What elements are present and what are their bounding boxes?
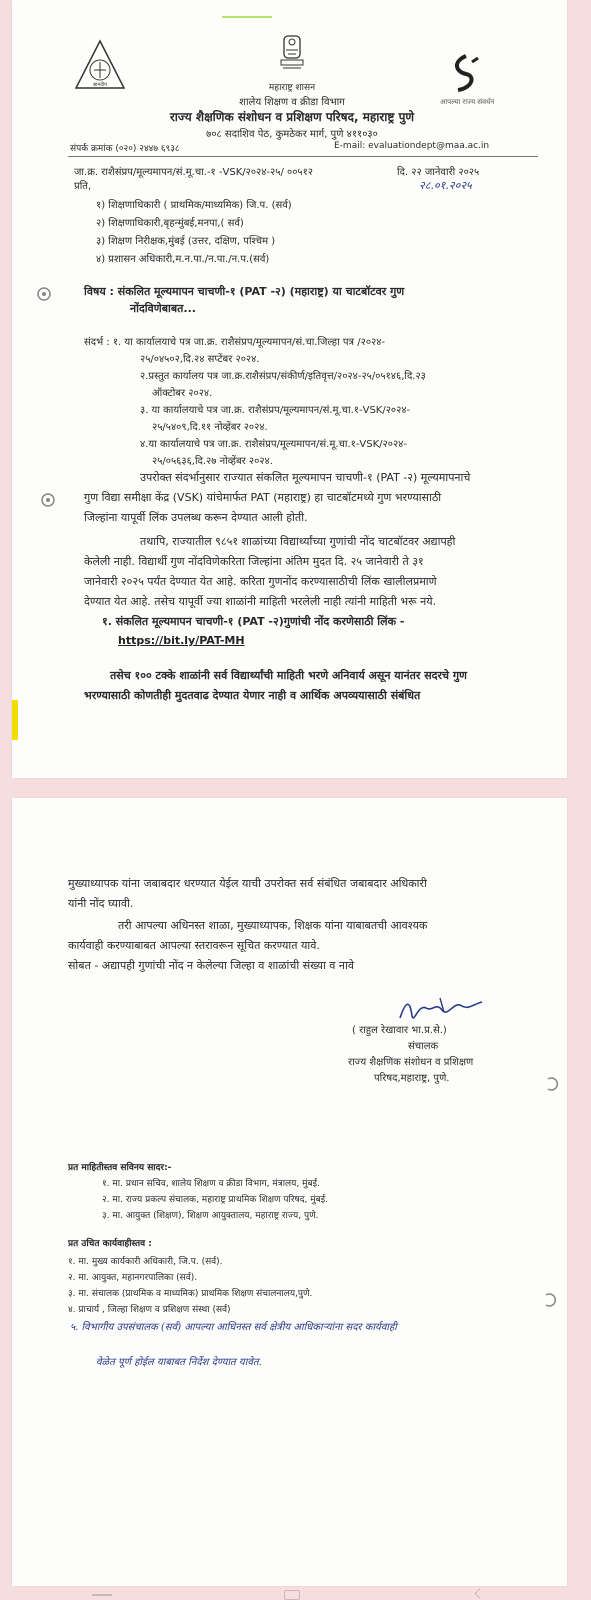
reference-line: ऑक्टोबर २०२४.	[152, 388, 213, 399]
reference-line: २५/५४०९,दि.११ नोव्हेंबर २०२४.	[152, 422, 268, 433]
reference-line: संदर्भ : १. या कार्यालयाचे पत्र जा.क्र. राशैसंप्रप/मूल्यमापन/सं.चा.जिल्हा पत्र /२०२४-	[84, 337, 386, 348]
copies-action-item: १. मा. मुख्य कार्यकारी अधिकारी, जि.प. (सर्व).	[68, 1257, 223, 1267]
punch-hole-icon	[36, 286, 52, 302]
punch-hole-icon	[544, 1076, 560, 1092]
state-name: महाराष्ट्र शासन	[268, 83, 316, 93]
recipient-item: ४) प्रशासन अधिकारी,म.न.पा./न.पा./न.प.(सर्व)	[96, 254, 270, 265]
to-label: प्रति,	[74, 181, 92, 192]
reference-line: २५/०४५०२,दि.२४ सप्टेंबर २०२४.	[140, 354, 260, 365]
right-emblem-icon	[442, 52, 486, 96]
pat-link[interactable]: https://bit.ly/PAT-MH	[118, 634, 245, 647]
punch-hole-icon	[40, 492, 56, 508]
handwritten-note: वेळेत पूर्ण होईल याबाबत निर्देश देण्यात यावेत.	[96, 1357, 262, 1368]
copies-action-heading: प्रत उचित कार्यवाहीस्तव :	[68, 1239, 152, 1249]
signatory-name: ( राहुल रेखावार भा.प्र.से.)	[352, 1025, 447, 1036]
letter-page-1	[12, 0, 567, 778]
header-divider	[68, 156, 538, 157]
copies-info-item: ३. मा. आयुक्त (शिक्षण), शिक्षण आयुक्तालय, महाराष्ट्र राज्य, पुणे.	[102, 1211, 319, 1221]
body-paragraph-line: तथापि, राज्यातील ९८५१ शाळांच्या विद्यार्थ्यांच्या गुणांची नोंद चाटबॉटवर अद्यापही	[140, 535, 456, 548]
right-logo-caption: आपल्या राज्य संवर्धन	[440, 98, 495, 106]
scert-logo-icon	[72, 38, 128, 94]
body-paragraph-line: जानेवारी २०२५ पर्यंत देण्यात येत आहे. करिता गुणनोंद करण्यासाठीची लिंक खालीलप्रमाणे	[84, 575, 437, 588]
signatory-org: परिषद,महाराष्ट्र, पुणे.	[374, 1073, 450, 1084]
national-emblem-icon	[275, 30, 309, 74]
nav-back-button[interactable]	[475, 1589, 485, 1599]
subject-line: विषय : संकलित मूल्यमापन चाचणी-१ (PAT -२) (महाराष्ट्र) या चाटबॉटवर गुण	[84, 285, 405, 298]
letter-date: दि. २२ जानेवारी २०२५	[397, 167, 480, 178]
copies-info-heading: प्रत माहितीस्तव सविनय सादर:-	[68, 1163, 172, 1173]
recipient-item: ३) शिक्षण निरीक्षक,मुंबई (उत्तर, दक्षिण, पश्चिम )	[96, 236, 276, 247]
yellow-highlight-marker	[12, 700, 18, 740]
copies-action-item: ३. मा. संचालक (प्राथमिक व माध्यमिक) प्राथमिक शिक्षण संचालनालय,पुणे.	[68, 1289, 313, 1299]
organization-address: ७०८ सदाशिव पेठ, कुमठेकर मार्ग, पुणे ४११०३०	[206, 129, 378, 140]
copies-action-item: ४. प्राचार्य , जिल्हा शिक्षण व प्रशिक्षण संस्था (सर्व)	[68, 1305, 231, 1315]
nav-home-button[interactable]	[284, 1590, 300, 1600]
department-name: शालेय शिक्षण व क्रीडा विभाग	[239, 97, 345, 108]
body-paragraph-line: उपरोक्त संदर्भानुसार राज्यात संकलित मूल्यमापन चाचणी-१ (PAT -२) मूल्यमापनाचे	[140, 471, 471, 484]
system-nav-bar	[0, 1588, 591, 1600]
letter-page-2	[12, 798, 567, 1586]
body-paragraph-line: देण्यात येत आहे. तसेच यापूर्वी ज्या शाळांनी माहिती भरलेली नाही त्यांनी माहिती भरू नये.	[84, 595, 437, 608]
contact-phone: संपर्क क्रमांक (०२०) २४४७ ६९३८	[70, 144, 180, 154]
handwritten-date: २८.०१.२०२५	[419, 179, 472, 192]
contact-email: E-mail: evaluationdept@maa.ac.in	[334, 141, 490, 151]
body-paragraph-line: जिल्हांना यापूर्वी लिंक उपलब्ध करून देण्यात आली होती.	[84, 511, 308, 524]
body-paragraph-line: तरी आपल्या अधिनस्त शाळा, मुख्याध्यापक, शिक्षक यांना याबाबतची आवश्यक	[118, 919, 428, 932]
body-paragraph-line: मुख्याध्यापक यांना जबाबदार धरण्यात येईल याची उपरोक्त सर्व संबंधित जबाबदार अधिकारी	[68, 877, 427, 890]
body-paragraph-line: केलेली नाही. विद्यार्थी गुण नोंदविणेकरिता जिल्हांना अंतिम मुदत दि. २५ जानेवारी ते ३१	[84, 555, 424, 568]
reference-line: २.प्रस्तुत कार्यालय पत्र जा.क्र.राशैसंप्रप/संकीर्ण/इतिवृत्त/२०२४-२५/०५१४६,दि.२३	[140, 371, 426, 382]
body-paragraph-line: कार्यवाही करण्याबाबत आपल्या स्तरावरून सूचित करण्यात यावे.	[68, 939, 320, 952]
copies-info-item: १. मा. प्रधान सचिव, शालेय शिक्षण व क्रीडा विभाग, मंत्रालय, मुंबई.	[102, 1179, 320, 1189]
copies-action-item: २. मा. आयुक्त, महानगरपालिका (सर्व).	[68, 1273, 198, 1283]
reference-number: जा.क्र. राशैसंप्रप/मूल्यमापन/सं.मू.चा.-१ -VSK/२०२४-२५/ ००५१२	[74, 167, 314, 178]
signatory-org: राज्य शैक्षणिक संशोधन व प्रशिक्षण	[348, 1057, 474, 1068]
link-item-text: १. संकलित मूल्यमापन चाचणी-१ (PAT -२)गुणांची नोंद करणेसाठी लिंक -	[102, 615, 405, 628]
reference-line: ३. या कार्यालयाचे पत्र जा.क्र. राशैसंप्रप/मूल्यमापन/सं.मू.चा.१-VSK/२०२४-	[140, 405, 411, 416]
green-marker-line	[222, 16, 272, 18]
recipient-item: २) शिक्षणाधिकारी,बृहन्मुंबई,मनपा,( सर्व)	[96, 218, 244, 229]
organization-name: राज्य शैक्षणिक संशोधन व प्रशिक्षण परिषद, महाराष्ट्र पुणे	[169, 110, 415, 124]
body-paragraph-line: तसेच १०० टक्के शाळांनी सर्व विद्यार्थ्यांची माहिती भरणे अनिवार्य असून यानंतर सदरचे गुण	[110, 669, 467, 682]
signatory-designation: संचालक	[408, 1041, 439, 1052]
enclosure-note: सोबत - अद्यापही गुणांची नोंद न केलेल्या जिल्हा व शाळांची संख्या व नावे	[68, 959, 354, 972]
handwritten-note: ५. विभागीय उपसंचालक (सर्व) आपल्या आधिनस्त सर्व क्षेत्रीय आधिकाऱ्यांना सदर कार्यवाही	[70, 1322, 397, 1333]
body-paragraph-line: गुण विद्या समीक्षा केंद्र (VSK) यांचेमार्फत PAT (महाराष्ट्र) हा चाटबॉटमध्ये गुण भरण्यासाठी	[84, 491, 442, 504]
left-logo-caption: ज्ञानदीप	[92, 82, 108, 88]
body-paragraph-line: भरण्यासाठी कोणतीही मुदतवाढ देण्यात येणार नाही व आर्थिक अपव्ययासाठी संबंधित	[84, 689, 421, 702]
copies-info-item: २. मा. राज्य प्रकल्प संचालक, महाराष्ट्र प्राथमिक शिक्षण परिषद, मुंबई.	[102, 1195, 329, 1205]
subject-line: नोंदविणेबाबत...	[130, 302, 196, 315]
recipient-item: १) शिक्षणाधिकारी ( प्राथमिक/माध्यमिक) जि.प. (सर्व)	[96, 200, 292, 211]
punch-hole-icon	[542, 1292, 558, 1308]
reference-line: २५/०५६३६,दि.२७ नोव्हेंबर २०२४.	[152, 456, 273, 467]
body-paragraph-line: यांनी नोंद घ्यावी.	[68, 897, 134, 910]
reference-line: ४.या कार्यालयाचे पत्र जा.क्र. राशैसंप्रप/मूल्यमापन/सं.मू.चा.१-VSK/२०२४-	[140, 439, 407, 450]
nav-menu-button[interactable]	[92, 1594, 112, 1596]
